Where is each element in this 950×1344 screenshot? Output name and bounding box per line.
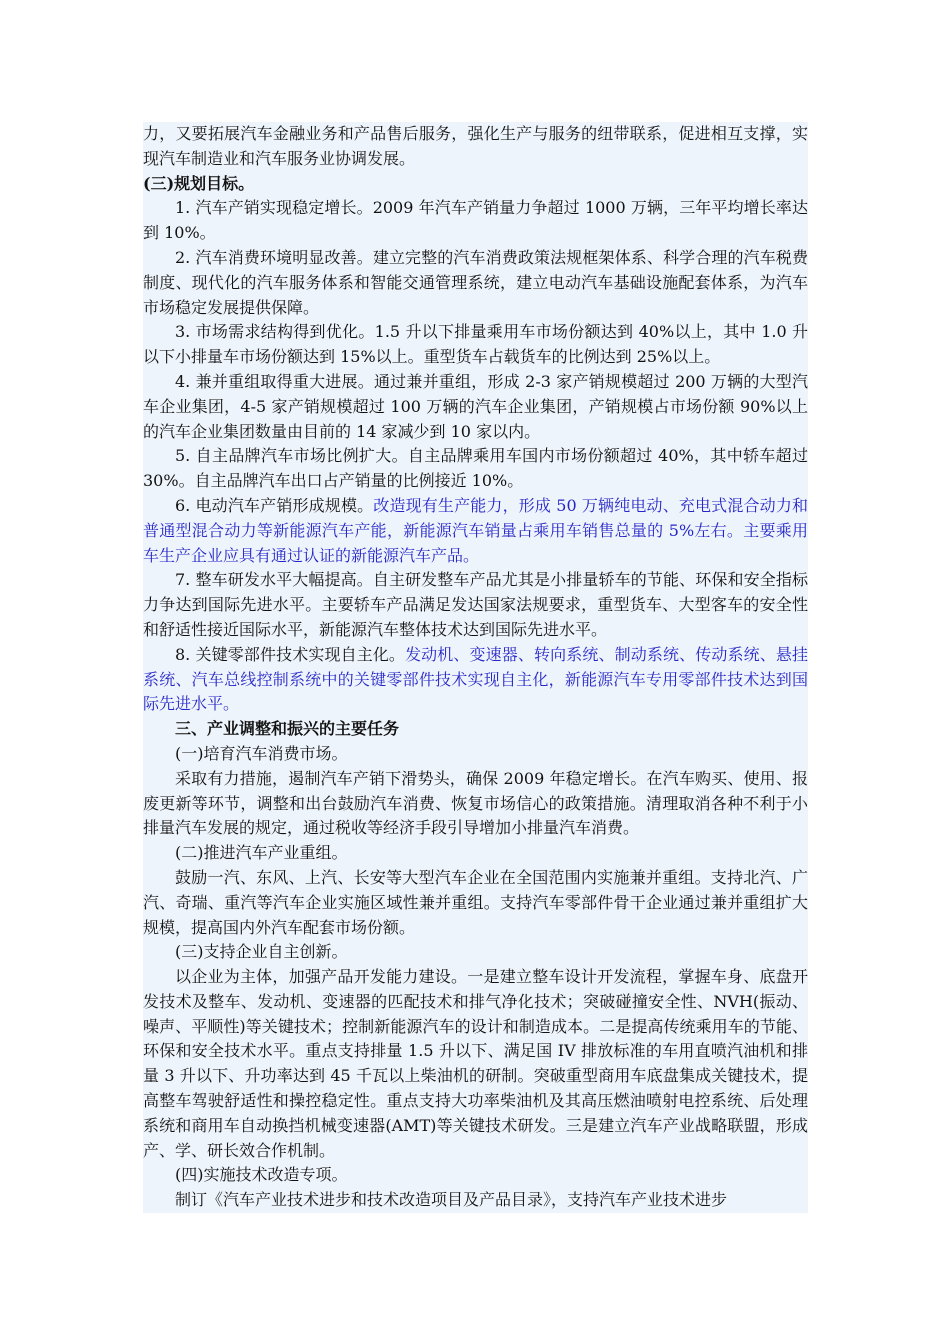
subsection-heading-4: (四)实施技术改造专项。 [143,1163,808,1188]
subsection-heading-3: (三)支持企业自主创新。 [143,940,808,965]
goal-item-3: 3. 市场需求结构得到优化。1.5 升以下排量乘用车市场份额达到 40%以上，其中 1.0 升以下小排量车市场份额达到 15%以上。重型货车占载货车的比例达到 25%以上。 [143,320,808,370]
goal-item-7: 7. 整车研发水平大幅提高。自主研发整车产品尤其是小排量轿车的节能、环保和安全指标力争达到国际先进水平。主要轿车产品满足发达国家法规要求，重型货车、大型客车的安全性和舒适性接近国际水平，新能源汽车整体技术达到国际先进水平。 [143,568,808,642]
section-heading-planning-goals: (三)规划目标。 [143,172,808,197]
subsection-heading-2: (二)推进汽车产业重组。 [143,841,808,866]
subsection-heading-1: (一)培育汽车消费市场。 [143,742,808,767]
goal-item-4: 4. 兼并重组取得重大进展。通过兼并重组，形成 2-3 家产销规模超过 200 万辆的大型汽车企业集团，4-5 家产销规模超过 100 万辆的汽车企业集团，产销规模占市场份额 90%以上的汽车企业集团数量由目前的 14 家减少到 10 家以内。 [143,370,808,444]
paragraph-continuation: 力，又要拓展汽车金融业务和产品售后服务，强化生产与服务的纽带联系，促进相互支撑，实现汽车制造业和汽车服务业协调发展。 [143,122,808,172]
body-paragraph: 鼓励一汽、东风、上汽、长安等大型汽车企业在全国范围内实施兼并重组。支持北汽、广汽、奇瑞、重汽等汽车企业实施区域性兼并重组。支持汽车零部件骨干企业通过兼并重组扩大规模，提高国内外汽车配套市场份额。 [143,866,808,940]
highlighted-text: 发动机、变速器、转向系统、制动系统、传动系统、悬挂系统、汽车总线控制系统中的关键零部件技术实现自主化，新能源汽车专用零部件技术达到国际先进水平。 [143,644,808,714]
body-paragraph: 制订《汽车产业技术进步和技术改造项目及产品目录》，支持汽车产业技术进步 [143,1188,808,1213]
goal-item-1: 1. 汽车产销实现稳定增长。2009 年汽车产销量力争超过 1000 万辆，三年平均增长率达到 10%。 [143,196,808,246]
section-heading-main-tasks: 三、产业调整和振兴的主要任务 [143,717,808,742]
goal-item-6: 6. 电动汽车产销形成规模。改造现有生产能力，形成 50 万辆纯电动、充电式混合动力和普通型混合动力等新能源汽车产能，新能源汽车销量占乘用车销售总量的 5%左右。主要乘用车生产企业应具有通过认证的新能源汽车产品。 [143,494,808,568]
body-paragraph: 以企业为主体，加强产品开发能力建设。一是建立整车设计开发流程，掌握车身、底盘开发技术及整车、发动机、变速器的匹配技术和排气净化技术；突破碰撞安全性、NVH(振动、噪声、平顺性)等关键技术；控制新能源汽车的设计和制造成本。二是提高传统乘用车的节能、环保和安全技术水平。重点支持排量 1.5 升以下、满足国 IV 排放标准的车用直喷汽油机和排量 3 升以下、升功率达到 45 千瓦以上柴油机的研制。突破重型商用车底盘集成关键技术，提高整车驾驶舒适性和操控稳定性。重点支持大功率柴油机及其高压燃油喷射电控系统、后处理系统和商用车自动换挡机械变速器(AMT)等关键技术研发。三是建立汽车产业战略联盟，形成产、学、研长效合作机制。 [143,965,808,1163]
goal-item-2: 2. 汽车消费环境明显改善。建立完整的汽车消费政策法规框架体系、科学合理的汽车税费制度、现代化的汽车服务体系和智能交通管理系统，建立电动汽车基础设施配套体系，为汽车市场稳定发展提供保障。 [143,246,808,320]
goal-item-5: 5. 自主品牌汽车市场比例扩大。自主品牌乘用车国内市场份额超过 40%，其中轿车超过 30%。自主品牌汽车出口占产销量的比例接近 10%。 [143,444,808,494]
body-paragraph: 采取有力措施，遏制汽车产销下滑势头，确保 2009 年稳定增长。在汽车购买、使用、报废更新等环节，调整和出台鼓励汽车消费、恢复市场信心的政策措施。清理取消各种不利于小排量汽车发展的规定，通过税收等经济手段引导增加小排量汽车消费。 [143,767,808,841]
highlighted-text: 改造现有生产能力，形成 50 万辆纯电动、充电式混合动力和普通型混合动力等新能源汽车产能，新能源汽车销量占乘用车销售总量的 5%左右。主要乘用车生产企业应具有通过认证的新能源汽车产品。 [143,495,808,565]
goal-item-8: 8. 关键零部件技术实现自主化。发动机、变速器、转向系统、制动系统、传动系统、悬挂系统、汽车总线控制系统中的关键零部件技术实现自主化，新能源汽车专用零部件技术达到国际先进水平。 [143,643,808,717]
document-page [143,122,808,1213]
